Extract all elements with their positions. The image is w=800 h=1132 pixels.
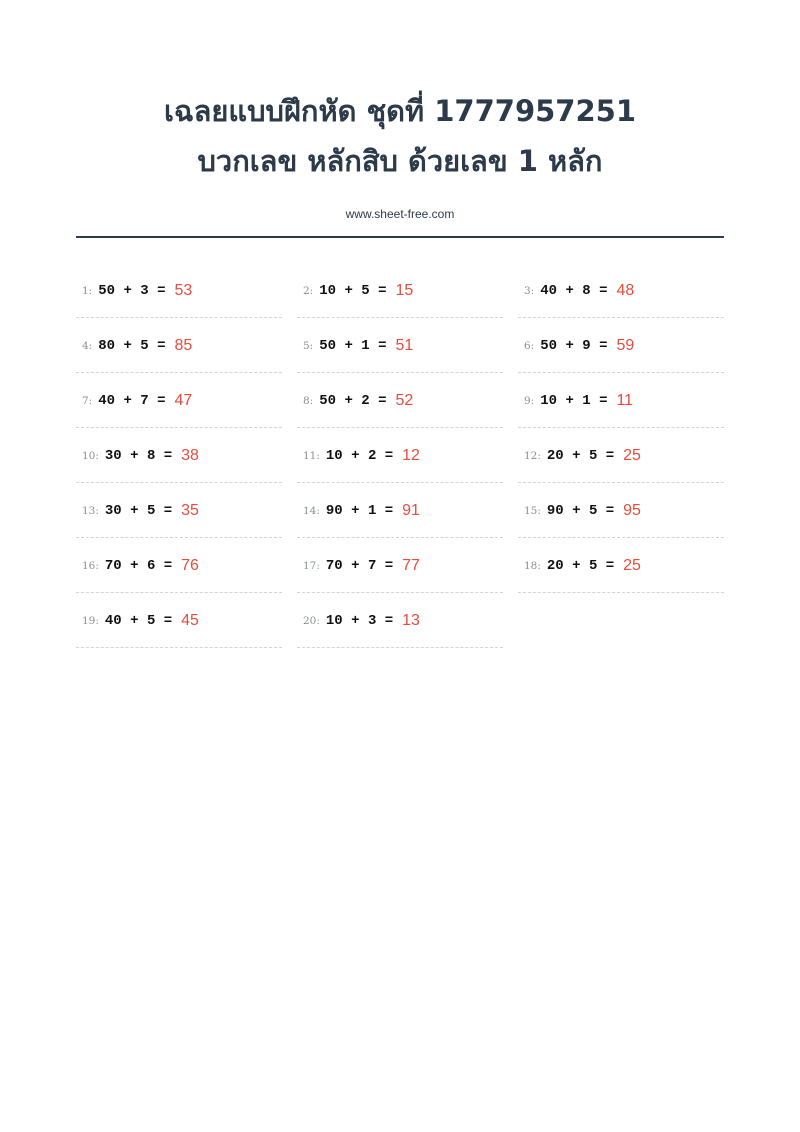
problem-item [76,264,282,318]
equals-sign: = [605,502,615,519]
operand-a: 50 [319,392,337,409]
operand-a: 40 [98,392,116,409]
problem-item [518,264,724,318]
problem-answer: 13 [402,611,420,629]
problem-number: 14: [303,504,320,517]
operator: + [565,392,574,409]
operator: + [130,502,139,519]
problem-number: 6: [524,339,535,352]
problem-expression [98,393,165,409]
problem-item [297,539,503,593]
problem-item [518,429,724,483]
operator: + [123,392,132,409]
problem-expression [326,613,393,629]
problem-item [518,484,724,538]
problem-number: 7: [82,394,93,407]
operand-b: 7 [140,392,149,409]
operand-a: 70 [104,557,122,574]
equals-sign: = [378,282,387,299]
problem-expression [540,338,607,354]
operand-a: 80 [98,337,116,354]
problem-expression [105,613,172,629]
operator: + [130,557,139,574]
operand-b: 5 [588,447,598,464]
problem-item [76,484,282,538]
problem-number: 18: [524,559,541,572]
operand-a: 90 [325,502,343,519]
operand-a: 40 [104,612,122,629]
problem-answer: 47 [174,391,193,409]
problem-item [76,594,282,648]
problem-expression [547,503,614,519]
problem-answer: 25 [623,556,641,574]
problem-number: 20: [303,614,320,627]
problem-expression [326,558,393,574]
problem-answer: 48 [616,281,635,299]
operator: + [344,337,353,354]
problem-expression [540,283,607,299]
problem-number: 16: [82,559,99,572]
problem-number: 9: [524,394,535,407]
problem-number: 13: [82,504,99,517]
problem-number: 8: [303,394,314,407]
problem-answer: 35 [181,501,199,519]
operator: + [344,282,353,299]
equals-sign: = [157,392,166,409]
problem-answer: 91 [402,501,420,519]
equals-sign: = [378,392,387,409]
operator: + [565,282,574,299]
worksheet-header [76,0,724,222]
operator: + [344,392,353,409]
equals-sign: = [599,337,608,354]
problem-expression [319,338,386,354]
equals-sign: = [163,502,173,519]
problem-expression [540,393,607,409]
operand-b: 7 [367,557,377,574]
operand-a: 10 [325,612,343,629]
problem-item [76,319,282,373]
operand-b: 3 [367,612,377,629]
operand-b: 8 [146,447,156,464]
operand-b: 5 [588,557,598,574]
operand-b: 5 [146,502,156,519]
operand-b: 5 [140,337,149,354]
operand-a: 20 [546,447,564,464]
problem-item [76,429,282,483]
operand-a: 70 [325,557,343,574]
operand-a: 40 [540,282,558,299]
problem-number: 5: [303,339,314,352]
operand-a: 50 [540,337,558,354]
equals-sign: = [599,282,608,299]
operand-a: 20 [546,557,564,574]
problem-grid [76,264,724,649]
problem-number: 19: [82,614,99,627]
problem-expression [326,448,393,464]
operator: + [123,282,132,299]
problem-item [518,539,724,593]
problem-answer: 45 [181,611,199,629]
equals-sign: = [384,612,394,629]
problem-answer: 51 [395,336,414,354]
equals-sign: = [157,282,166,299]
operand-b: 5 [588,502,598,519]
problem-expression [105,558,172,574]
equals-sign: = [163,447,173,464]
operand-a: 10 [325,447,343,464]
equals-sign: = [163,557,173,574]
equals-sign: = [599,392,608,409]
problem-number: 15: [524,504,541,517]
problem-expression [105,503,172,519]
problem-expression [98,283,165,299]
operator: + [123,337,132,354]
operand-a: 50 [319,337,337,354]
operand-b: 5 [146,612,156,629]
equals-sign: = [378,337,387,354]
site-url: www.sheet-free.com [345,207,455,221]
equals-sign: = [605,447,615,464]
problem-answer: 85 [174,336,193,354]
problem-item [297,374,503,428]
operand-a: 10 [540,392,558,409]
problem-number: 12: [524,449,541,462]
problem-expression [319,393,386,409]
operator: + [572,447,581,464]
equals-sign: = [384,447,394,464]
problem-answer: 53 [174,281,193,299]
operand-b: 2 [361,392,370,409]
problem-answer: 11 [616,391,634,409]
operator: + [130,612,139,629]
problem-number: 4: [82,339,93,352]
operand-a: 50 [98,282,116,299]
operator: + [572,557,581,574]
problem-item [297,429,503,483]
operator: + [565,337,574,354]
operand-a: 30 [104,502,122,519]
problem-expression [98,338,165,354]
problem-answer: 12 [402,446,420,464]
operator: + [572,502,581,519]
problem-expression [319,283,386,299]
problem-number: 3: [524,284,535,297]
operand-a: 90 [546,502,564,519]
equals-sign: = [605,557,615,574]
operand-b: 3 [140,282,149,299]
problem-item [297,264,503,318]
problem-answer: 15 [395,281,414,299]
equals-sign: = [384,557,394,574]
problem-item [297,594,503,648]
problem-answer: 76 [181,556,199,574]
operator: + [351,612,360,629]
problem-answer: 25 [623,446,641,464]
operator: + [351,502,360,519]
problem-answer: 38 [181,446,199,464]
operator: + [130,447,139,464]
problem-item [297,319,503,373]
problem-number: 17: [303,559,320,572]
problem-item [76,539,282,593]
problem-answer: 77 [402,556,420,574]
operand-b: 1 [361,337,370,354]
operand-a: 30 [104,447,122,464]
operand-b: 5 [361,282,370,299]
equals-sign: = [163,612,173,629]
header-divider [76,236,724,238]
operator: + [351,557,360,574]
operand-b: 9 [582,337,591,354]
operand-b: 1 [582,392,591,409]
problem-answer: 59 [616,336,635,354]
equals-sign: = [384,502,394,519]
problem-item [518,374,724,428]
problem-item [76,374,282,428]
operand-a: 10 [319,282,337,299]
problem-expression [547,448,614,464]
problem-answer: 95 [623,501,641,519]
problem-item [297,484,503,538]
problem-number: 10: [82,449,99,462]
operand-b: 2 [367,447,377,464]
operator: + [351,447,360,464]
problem-item [518,319,724,373]
problem-expression [105,448,172,464]
problem-expression [547,558,614,574]
problem-expression [326,503,393,519]
problem-number: 1: [82,284,93,297]
page-subtitle: บวกเลข หลักสิบ ด้วยเลข 1 หลัก [197,144,603,178]
page-title: เฉลยแบบฝึกหัด ชุดที่ 1777957251 [163,94,637,128]
operand-b: 6 [146,557,156,574]
problem-number: 11: [303,449,320,462]
operand-b: 8 [582,282,591,299]
problem-answer: 52 [395,391,414,409]
operand-b: 1 [367,502,377,519]
problem-number: 2: [303,284,314,297]
equals-sign: = [157,337,166,354]
